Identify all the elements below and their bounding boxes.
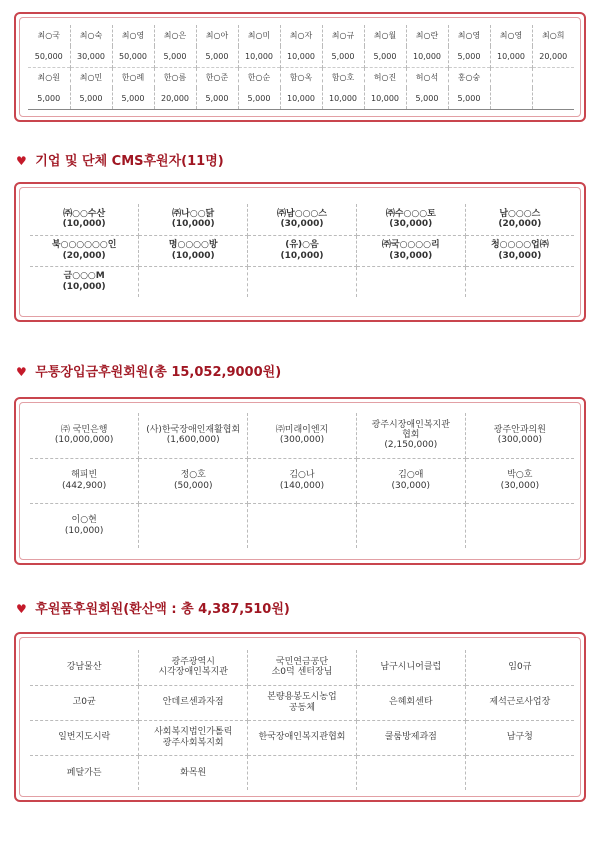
transfer-name: ㈜미래이엔지 bbox=[275, 424, 329, 435]
corporate-cell bbox=[248, 204, 357, 235]
in-kind-heading bbox=[16, 598, 290, 617]
goods-cell bbox=[248, 720, 357, 755]
corporate-name: 명○○○○방 bbox=[168, 240, 218, 251]
goods-name: 사회복지법인가톨릭 bbox=[154, 727, 233, 738]
goods-cell bbox=[30, 720, 139, 755]
donor-name: 한○순 bbox=[238, 67, 280, 88]
corporate-name: ㈜○○수산 bbox=[63, 208, 106, 219]
corporate-amount: (10,000) bbox=[171, 250, 215, 261]
individual-donors-table bbox=[28, 25, 574, 110]
goods-cell bbox=[465, 720, 574, 755]
goods-name-line2: 광주사회복지회 bbox=[162, 737, 224, 748]
donor-amount: 10,000 bbox=[490, 46, 532, 67]
transfer-cell bbox=[356, 413, 465, 458]
transfer-name-line2: 협회 bbox=[402, 430, 420, 441]
goods-name: 페달가든 bbox=[66, 767, 102, 778]
amount-row bbox=[28, 46, 574, 67]
donor-name: 최○아 bbox=[196, 25, 238, 46]
donor-amount: 5,000 bbox=[238, 88, 280, 109]
corporate-name: ㈜나○○닭 bbox=[172, 208, 215, 219]
bank-transfer-table bbox=[30, 413, 574, 548]
corporate-cell bbox=[30, 266, 139, 297]
table-row bbox=[30, 685, 574, 720]
corporate-name: ㈜남○○○스 bbox=[277, 208, 327, 219]
corporate-amount: (20,000) bbox=[498, 219, 542, 230]
donor-amount: 5,000 bbox=[196, 46, 238, 67]
corporate-donors-heading bbox=[16, 150, 224, 169]
goods-name-line2: 시각장애인복지관 bbox=[158, 667, 228, 678]
goods-name-line2: 공동체 bbox=[288, 702, 316, 713]
goods-cell bbox=[248, 685, 357, 720]
donor-name bbox=[532, 67, 574, 88]
transfer-amount: (10,000,000) bbox=[54, 435, 114, 446]
corporate-name: 북○○○○○○인 bbox=[51, 240, 117, 251]
transfer-amount: (30,000) bbox=[500, 480, 540, 491]
transfer-amount: (30,000) bbox=[391, 480, 431, 491]
transfer-cell bbox=[139, 458, 248, 503]
corporate-name: ㈜수○○○토 bbox=[385, 208, 436, 219]
corporate-donors-table bbox=[30, 204, 574, 297]
table-row bbox=[30, 266, 574, 297]
corporate-cell bbox=[465, 235, 574, 266]
goods-name: 고0균 bbox=[72, 697, 96, 708]
corporate-name: 청○○○○업㈜ bbox=[490, 240, 549, 251]
corporate-cell bbox=[139, 235, 248, 266]
bank-transfer-box bbox=[14, 397, 586, 565]
corporate-amount: (30,000) bbox=[498, 250, 542, 261]
table-row bbox=[30, 235, 574, 266]
donor-amount: 50,000 bbox=[28, 46, 70, 67]
transfer-amount: (442,900) bbox=[62, 480, 107, 491]
corporate-cell bbox=[248, 266, 357, 297]
transfer-name: 김○나 bbox=[289, 470, 315, 481]
goods-cell bbox=[465, 685, 574, 720]
goods-cell bbox=[139, 685, 248, 720]
donor-amount: 30,000 bbox=[70, 46, 112, 67]
transfer-name: 박○호 bbox=[507, 470, 533, 481]
donor-name: 최○국 bbox=[28, 25, 70, 46]
goods-cell bbox=[248, 755, 357, 790]
donor-name: 최○민 bbox=[70, 67, 112, 88]
donor-name: 최○영 bbox=[112, 25, 154, 46]
donor-name: 한○름 bbox=[154, 67, 196, 88]
transfer-name: (사)한국장애인재활협회 bbox=[146, 424, 241, 435]
donor-amount: 10,000 bbox=[364, 88, 406, 109]
table-row bbox=[30, 755, 574, 790]
donor-name: 최○미 bbox=[238, 25, 280, 46]
transfer-name: 정○호 bbox=[180, 470, 206, 481]
in-kind-table bbox=[30, 650, 574, 790]
transfer-name: 광주안과의원 bbox=[493, 424, 546, 435]
donor-amount: 10,000 bbox=[406, 46, 448, 67]
transfer-cell bbox=[465, 458, 574, 503]
goods-name: 임0규 bbox=[508, 662, 532, 673]
transfer-cell bbox=[356, 458, 465, 503]
donor-amount: 5,000 bbox=[70, 88, 112, 109]
bank-transfer-heading bbox=[16, 361, 281, 380]
goods-name: 남구청 bbox=[506, 732, 533, 743]
corporate-cell bbox=[465, 266, 574, 297]
goods-cell bbox=[465, 650, 574, 685]
transfer-amount: (300,000) bbox=[497, 435, 542, 446]
goods-cell bbox=[139, 650, 248, 685]
transfer-amount: (300,000) bbox=[279, 435, 325, 446]
donor-amount: 10,000 bbox=[280, 46, 322, 67]
donor-amount: 5,000 bbox=[196, 88, 238, 109]
goods-cell bbox=[248, 650, 357, 685]
corporate-donors-box bbox=[14, 182, 586, 322]
goods-cell bbox=[356, 685, 465, 720]
donor-name: 한○준 bbox=[196, 67, 238, 88]
table-row bbox=[30, 204, 574, 235]
goods-name: 강남물산 bbox=[66, 662, 102, 673]
goods-name: 남구시니어클럽 bbox=[380, 662, 442, 673]
donor-name: 최○자 bbox=[280, 25, 322, 46]
corporate-cell bbox=[30, 204, 139, 235]
donor-name bbox=[490, 67, 532, 88]
goods-name: 제석근로사업장 bbox=[489, 697, 551, 708]
goods-cell bbox=[30, 685, 139, 720]
goods-cell bbox=[139, 720, 248, 755]
donor-name: 함○옥 bbox=[280, 67, 322, 88]
donor-amount: 5,000 bbox=[406, 88, 448, 109]
donor-amount: 5,000 bbox=[448, 88, 490, 109]
donor-amount: 5,000 bbox=[112, 88, 154, 109]
heart-icon: ♥ bbox=[16, 365, 27, 379]
transfer-cell bbox=[139, 413, 248, 458]
transfer-name: ㈜ 국민은행 bbox=[60, 424, 108, 435]
transfer-cell bbox=[248, 413, 357, 458]
goods-cell bbox=[356, 755, 465, 790]
transfer-cell bbox=[30, 503, 139, 548]
corporate-amount: (30,000) bbox=[389, 219, 433, 230]
corporate-amount: (20,000) bbox=[62, 250, 106, 261]
transfer-name: 해피빈 bbox=[71, 470, 98, 481]
donor-amount: 20,000 bbox=[154, 88, 196, 109]
donor-amount: 10,000 bbox=[238, 46, 280, 67]
donor-name: 한○례 bbox=[112, 67, 154, 88]
transfer-cell bbox=[465, 503, 574, 548]
corporate-amount: (10,000) bbox=[62, 219, 106, 230]
corporate-cell bbox=[248, 235, 357, 266]
goods-name: 광주광역시 bbox=[171, 656, 215, 667]
goods-cell bbox=[139, 755, 248, 790]
table-row bbox=[30, 650, 574, 685]
donor-name: 최○희 bbox=[542, 30, 565, 40]
corporate-name: 금○○○M bbox=[63, 271, 105, 282]
goods-name: 은혜회센타 bbox=[389, 697, 433, 708]
corporate-cell bbox=[465, 204, 574, 235]
donor-amount: 10,000 bbox=[280, 88, 322, 109]
transfer-amount: (10,000) bbox=[64, 525, 104, 536]
goods-name: 일번지도시락 bbox=[58, 732, 111, 743]
name-row bbox=[28, 67, 574, 88]
corporate-donors-title: 기업 및 단체 CMS후원자(11명) bbox=[35, 154, 224, 169]
donor-amount: 20,000 bbox=[539, 51, 568, 61]
donor-amount bbox=[490, 88, 532, 109]
individual-donors-box bbox=[14, 12, 586, 122]
donor-name: 최○영 bbox=[448, 25, 490, 46]
corporate-cell bbox=[139, 204, 248, 235]
donor-amount: 5,000 bbox=[364, 46, 406, 67]
goods-name-line2: 소0덕 센터장님 bbox=[271, 667, 333, 678]
corporate-amount: (30,000) bbox=[389, 250, 433, 261]
corporate-cell bbox=[30, 235, 139, 266]
goods-name: 본량용봉도시농업 bbox=[267, 692, 337, 703]
corporate-amount: (10,000) bbox=[171, 219, 215, 230]
transfer-amount: (140,000) bbox=[279, 480, 325, 491]
donor-name: 홍○숭 bbox=[448, 67, 490, 88]
goods-name: 쿨룸방제과점 bbox=[384, 732, 437, 743]
donor-name: 최○월 bbox=[364, 25, 406, 46]
transfer-cell bbox=[465, 413, 574, 458]
transfer-amount: (2,150,000) bbox=[384, 440, 438, 451]
corporate-cell bbox=[356, 235, 465, 266]
transfer-cell bbox=[248, 503, 357, 548]
donor-amount: 5,000 bbox=[28, 88, 70, 109]
transfer-cell bbox=[30, 458, 139, 503]
corporate-name: ㈜국○○○○리 bbox=[381, 240, 440, 251]
corporate-name: (유)○음 bbox=[285, 240, 319, 251]
goods-name: 안데르센과자점 bbox=[162, 697, 224, 708]
corporate-cell bbox=[139, 266, 248, 297]
transfer-cell bbox=[139, 503, 248, 548]
amount-row bbox=[28, 88, 574, 109]
transfer-name: 김○애 bbox=[398, 470, 424, 481]
goods-name: 국민연금공단 bbox=[275, 656, 329, 667]
transfer-cell bbox=[30, 413, 139, 458]
donor-name: 함○호 bbox=[322, 67, 364, 88]
transfer-amount: (50,000) bbox=[173, 480, 213, 491]
table-row bbox=[30, 413, 574, 458]
heart-icon: ♥ bbox=[16, 154, 27, 168]
goods-name: 화목원 bbox=[180, 767, 207, 778]
donor-amount: 5,000 bbox=[154, 46, 196, 67]
goods-cell bbox=[30, 650, 139, 685]
corporate-amount: (10,000) bbox=[280, 250, 324, 261]
transfer-amount: (1,600,000) bbox=[166, 435, 220, 446]
in-kind-box bbox=[14, 632, 586, 802]
name-row bbox=[28, 25, 574, 46]
corporate-name: 남○○○스 bbox=[499, 208, 541, 219]
table-row bbox=[30, 503, 574, 548]
donor-amount: 50,000 bbox=[112, 46, 154, 67]
corporate-amount: (30,000) bbox=[280, 219, 324, 230]
corporate-cell bbox=[356, 266, 465, 297]
heart-icon: ♥ bbox=[16, 602, 27, 616]
transfer-cell bbox=[248, 458, 357, 503]
donor-amount: 5,000 bbox=[322, 46, 364, 67]
goods-cell bbox=[30, 755, 139, 790]
donor-amount: 10,000 bbox=[322, 88, 364, 109]
transfer-name: 광주시장애인복지관 bbox=[371, 419, 450, 430]
donor-name: 최○영 bbox=[490, 25, 532, 46]
table-row bbox=[30, 720, 574, 755]
table-row bbox=[30, 458, 574, 503]
bank-transfer-title: 무통장입금후원회원(총 15,052,9000원) bbox=[35, 365, 282, 380]
donor-amount bbox=[532, 88, 574, 109]
donor-name: 최○은 bbox=[154, 25, 196, 46]
goods-cell bbox=[465, 755, 574, 790]
transfer-name: 이○현 bbox=[71, 515, 97, 526]
donor-name: 최○규 bbox=[322, 25, 364, 46]
donor-name: 허○석 bbox=[406, 67, 448, 88]
corporate-cell bbox=[356, 204, 465, 235]
donor-name: 최○원 bbox=[28, 67, 70, 88]
goods-cell bbox=[356, 650, 465, 685]
donor-name: 허○진 bbox=[364, 67, 406, 88]
transfer-cell bbox=[356, 503, 465, 548]
goods-cell bbox=[356, 720, 465, 755]
in-kind-title: 후원품후원회원(환산액 : 총 4,387,510원) bbox=[35, 602, 290, 617]
donor-name: 최○란 bbox=[406, 25, 448, 46]
corporate-amount: (10,000) bbox=[62, 281, 106, 292]
donor-name: 최○숙 bbox=[70, 25, 112, 46]
donor-amount: 5,000 bbox=[448, 46, 490, 67]
goods-name: 한국장애인복지관협회 bbox=[258, 732, 346, 743]
